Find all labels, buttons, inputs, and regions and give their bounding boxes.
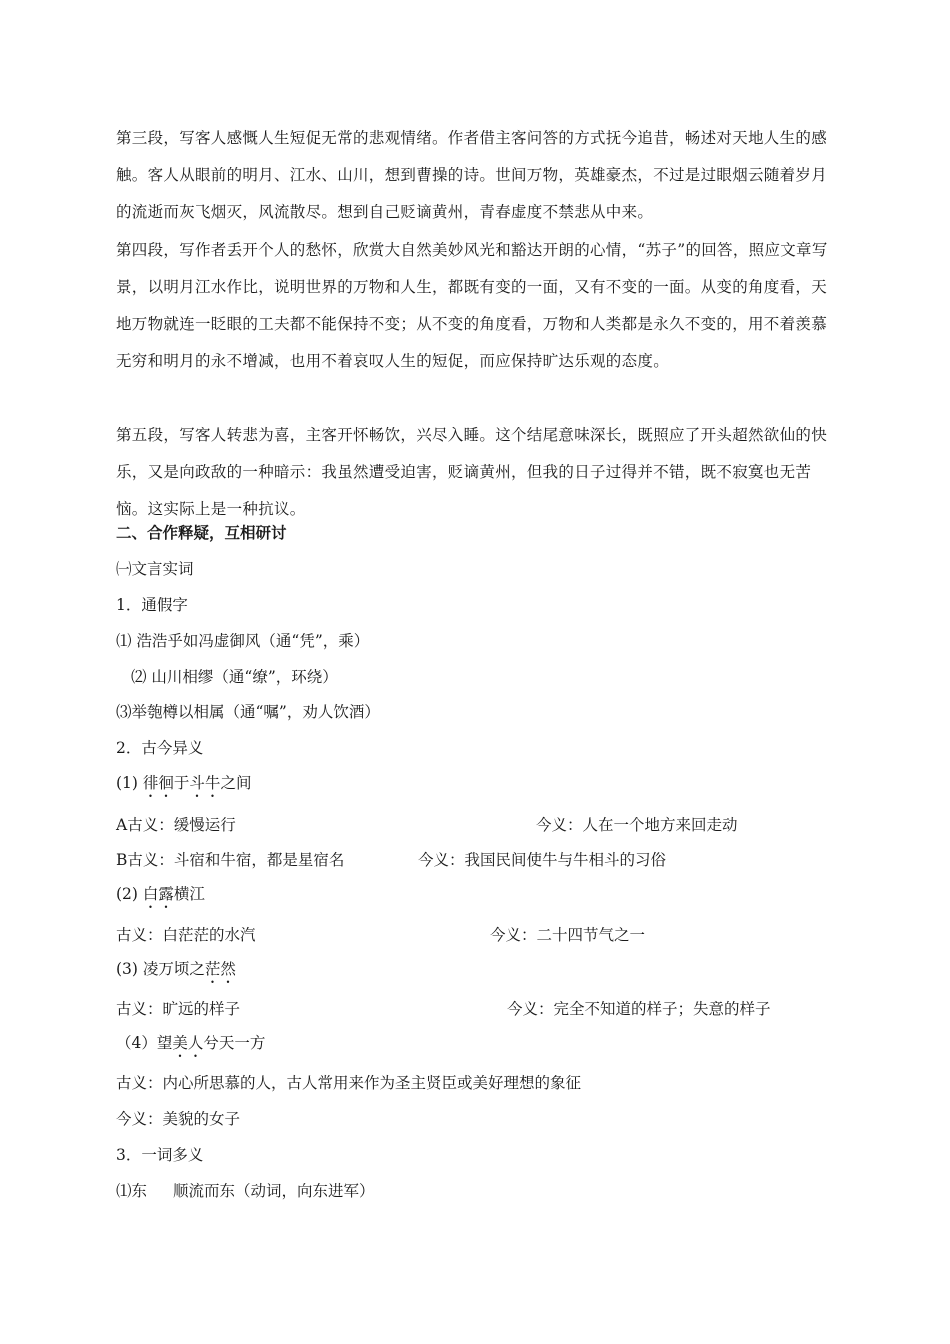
tongjiazi-item-2: ⑵ 山川相缪（通“缭”，环绕） (131, 668, 338, 686)
new-meaning-b: 今义：我国民间使牛与牛相斗的习俗 (418, 851, 667, 869)
example-prefix: （4）望 (116, 1034, 173, 1052)
old-meaning-a: A古义：缓慢运行 (116, 816, 236, 834)
yici-example: 顺流而东（动词，向东进军） (173, 1182, 375, 1200)
highlighted-word: 美人 (172, 1034, 204, 1052)
gujin-example-2 (116, 884, 205, 912)
example-prefix: (1) (116, 774, 143, 792)
gujin-example-1 (116, 773, 251, 801)
highlighted-word: 徘徊 (142, 774, 174, 792)
old-meaning: 古义：旷远的样子 (116, 1000, 241, 1018)
section-heading: 二、合作释疑，互相研讨 (116, 523, 287, 542)
example-prefix: (3) 凌万顷之 (116, 960, 205, 978)
gujin-example-3 (116, 959, 236, 987)
tongjiazi-item-3: ⑶举匏樽以相属（通“嘱”，劝人饮酒） (116, 703, 380, 721)
paragraph-3: 第三段，写客人感慨人生短促无常的悲观情绪。作者借主客问答的方式抚今追昔，畅述对天地人生的感触。客人从眼前的明月、江水、山川，想到曹操的诗。世间万物，英雄豪杰，不过是过眼烟云随着岁月的流逝而灰飞烟灭，风流散尽。想到自己贬谪黄州，青春虚度不禁悲从中来。 (116, 129, 828, 221)
example-text: 之间 (220, 774, 252, 792)
gujin-example-4 (116, 1033, 265, 1061)
new-meaning: 今义：美貌的女子 (116, 1110, 241, 1128)
highlighted-word: 茫然 (204, 960, 236, 978)
new-meaning: 今义：二十四节气之一 (490, 926, 646, 944)
example-text: 兮天一方 (203, 1034, 266, 1052)
old-meaning: 古义：内心所思慕的人，古人常用来作为圣主贤臣或美好理想的象征 (116, 1074, 582, 1092)
highlighted-word: 斗牛 (189, 774, 221, 792)
new-meaning: 今义：完全不知道的样子；失意的样子 (507, 1000, 771, 1018)
paragraph-4: 第四段，写作者丢开个人的愁怀，欣赏大自然美妙风光和豁达开朗的心情，“苏子”的回答，照应文章写景，以明月江水作比，说明世界的万物和人生，都既有变的一面，又有不变的一面。从变的角度看，天地万物就连一眨眼的工夫都不能保持不变；从不变的角度看，万物和人类都是永久不变的，用不着羡慕无穷和明月的永不增减，也用不着哀叹人生的短促，而应保持旷达乐观的态度。 (116, 241, 828, 370)
subsection-heading: ㈠文言实词 (116, 560, 194, 578)
yici-title: 3．一词多义 (116, 1146, 204, 1164)
example-text: 于 (173, 774, 190, 792)
yici-item-1 (116, 1181, 375, 1201)
old-meaning-b: B古义：斗宿和牛宿，都是星宿名 (116, 851, 345, 869)
new-meaning-a: 今义：人在一个地方来回走动 (536, 816, 738, 834)
example-prefix: (2) (116, 885, 143, 903)
paragraph-5: 第五段，写客人转悲为喜，主客开怀畅饮，兴尽入睡。这个结尾意味深长，既照应了开头超然欲仙的快乐，又是向政敌的一种暗示：我虽然遭受迫害，贬谪黄州，但我的日子过得并不错，既不寂寞也无苦恼。这实际上是一种抗议。 (116, 426, 828, 518)
highlighted-word: 白露 (142, 885, 174, 903)
example-text: 横江 (173, 885, 205, 903)
yici-word: ⑴东 (116, 1182, 148, 1200)
tongjiazi-title: 1．通假字 (116, 596, 188, 614)
tongjiazi-item-1: ⑴ 浩浩乎如冯虚御风（通“凭”，乘） (116, 632, 370, 650)
gujin-title: 2．古今异义 (116, 739, 204, 757)
old-meaning: 古义：白茫茫的水汽 (116, 926, 256, 944)
